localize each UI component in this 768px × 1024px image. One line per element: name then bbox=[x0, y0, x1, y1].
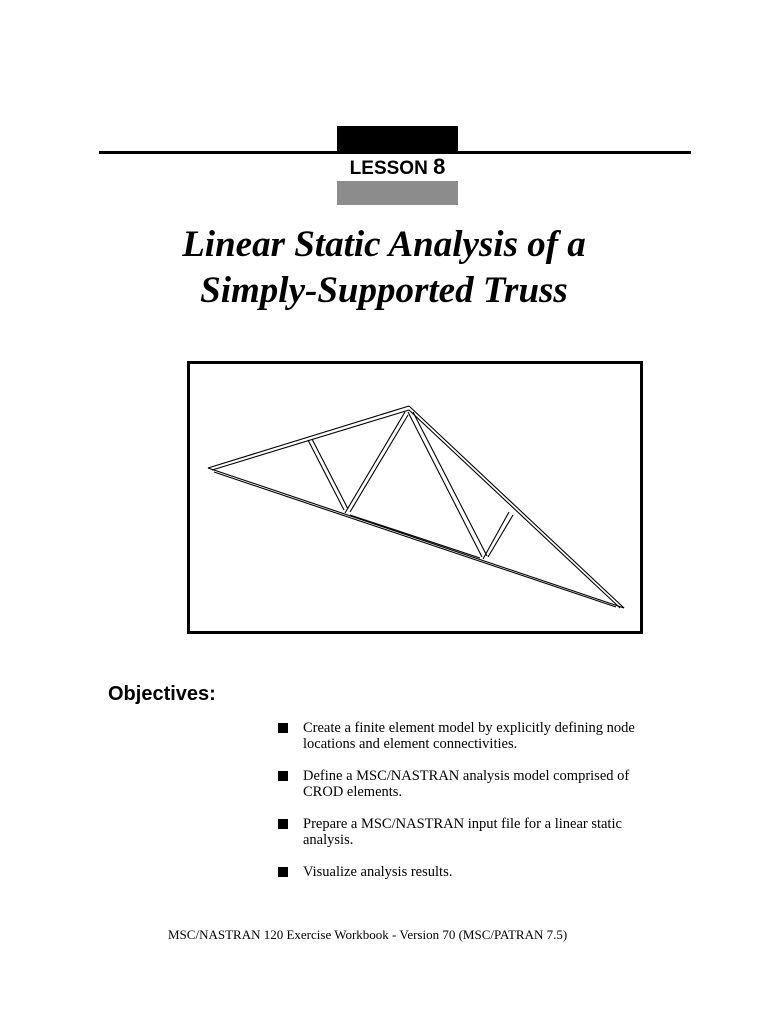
lesson-label bbox=[337, 154, 458, 180]
page-title bbox=[100, 222, 668, 314]
objective-text-line-2: CROD elements. bbox=[303, 784, 403, 800]
truss-diagram-icon bbox=[190, 364, 640, 631]
lesson-bottom-block bbox=[337, 181, 458, 205]
title-line-1: Linear Static Analysis of a bbox=[182, 224, 586, 265]
square-bullet-icon bbox=[278, 723, 288, 733]
list-item bbox=[277, 864, 697, 880]
square-bullet-icon bbox=[278, 771, 288, 781]
objective-text-line-2: analysis. bbox=[303, 832, 354, 848]
lesson-top-block bbox=[337, 126, 458, 152]
list-item bbox=[277, 768, 697, 800]
square-bullet-icon bbox=[278, 819, 288, 829]
lesson-word: LESSON bbox=[349, 158, 428, 179]
objective-text-line-1: Create a finite element model by explicitly defining node bbox=[303, 720, 635, 736]
page-footer: MSC/NASTRAN 120 Exercise Workbook - Version 70 (MSC/PATRAN 7.5) bbox=[168, 927, 568, 942]
objective-text-line-1: Define a MSC/NASTRAN analysis model comprised of bbox=[303, 768, 630, 784]
objectives-list bbox=[277, 720, 697, 896]
truss-figure bbox=[187, 361, 643, 634]
list-item bbox=[277, 720, 697, 752]
objective-text-line-2: locations and element connectivities. bbox=[303, 736, 518, 752]
objectives-heading: Objectives: bbox=[108, 683, 216, 705]
title-line-2: Simply-Supported Truss bbox=[200, 270, 568, 311]
objective-text-line-1: Prepare a MSC/NASTRAN input file for a linear static bbox=[303, 816, 622, 832]
square-bullet-icon bbox=[278, 867, 288, 877]
list-item bbox=[277, 816, 697, 848]
objective-text-line-1: Visualize analysis results. bbox=[303, 864, 453, 880]
lesson-number: 8 bbox=[433, 154, 446, 179]
